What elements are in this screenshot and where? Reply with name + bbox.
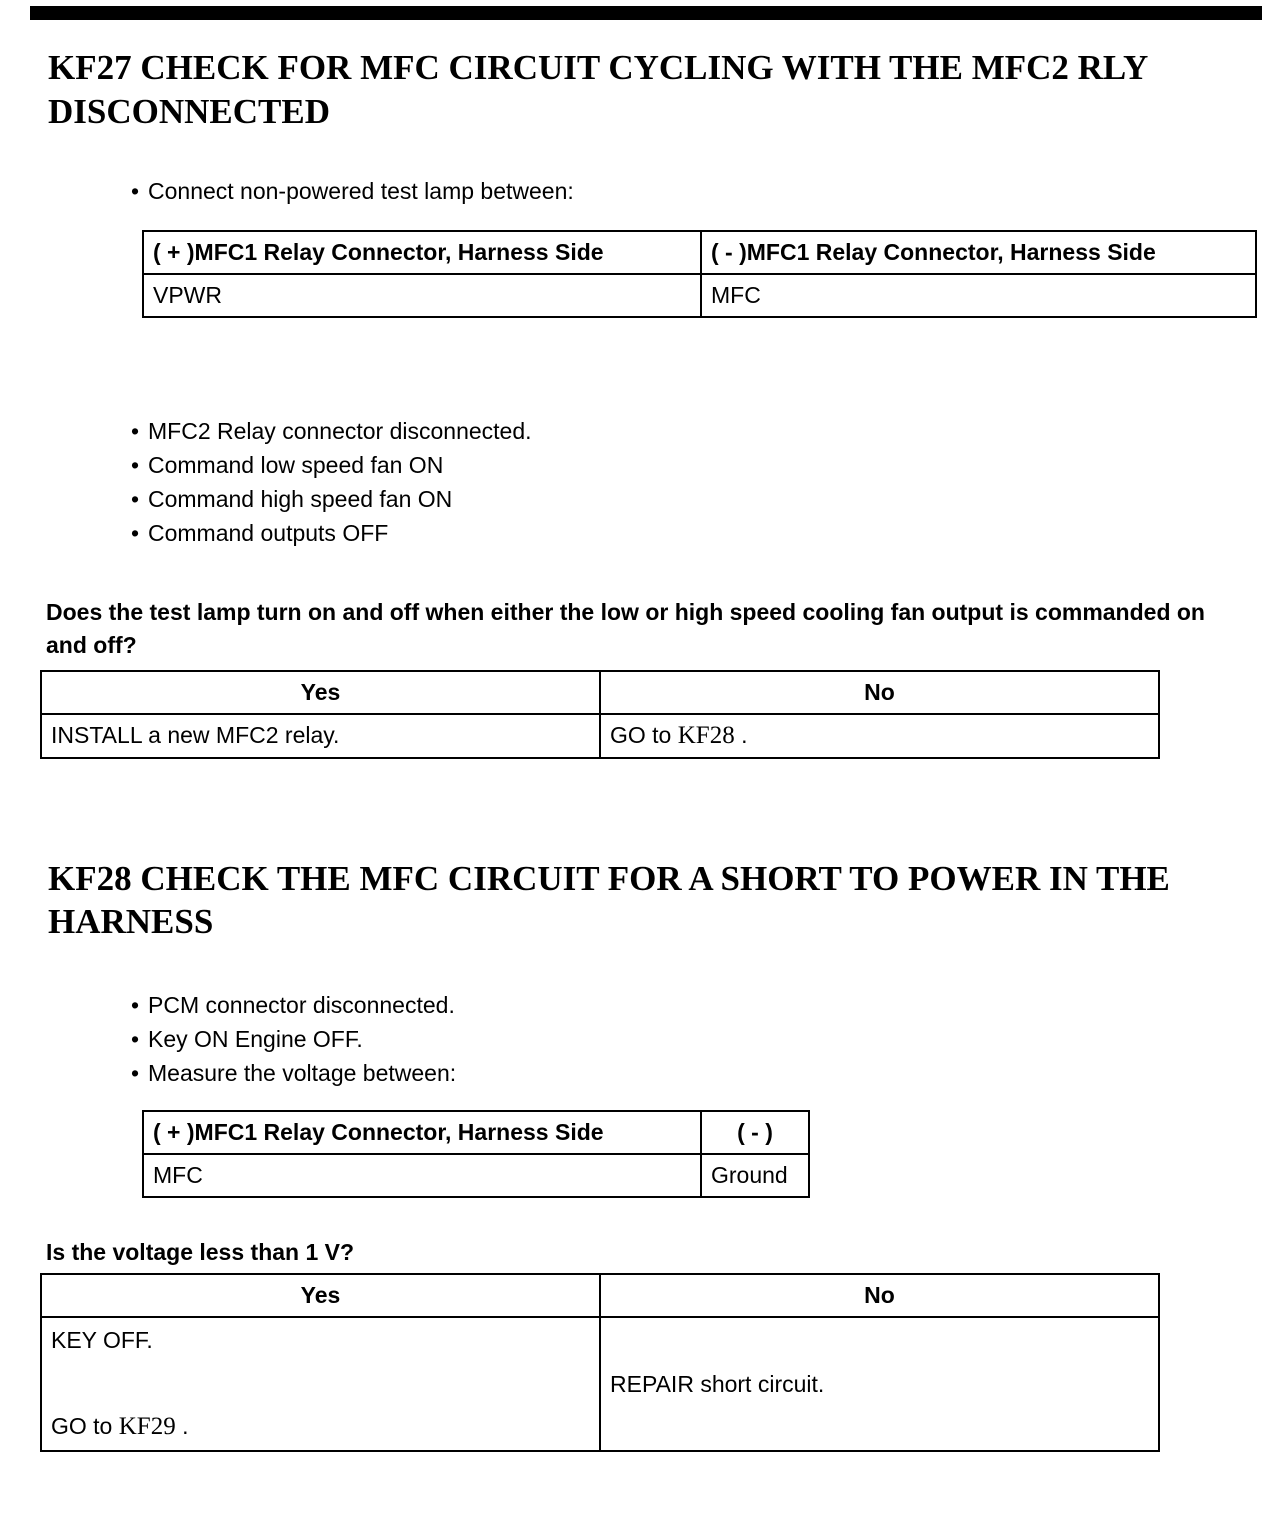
kf27-no-action — [600, 714, 1159, 758]
section-title-kf27: KF27 CHECK FOR MFC CIRCUIT CYCLING WITH THE MFC2 RLY DISCONNECTED — [48, 48, 1148, 131]
kf27-connector-cell-plus: VPWR — [143, 274, 701, 317]
table-header-row — [143, 231, 1256, 274]
no-action-period: . — [734, 721, 748, 748]
kf27-connector-table — [142, 230, 1257, 318]
kf28-yes-line1: KEY OFF. — [51, 1327, 153, 1353]
kf28-procedure-bullet-list — [0, 988, 1280, 1090]
bullet-item: • Command high speed fan ON — [131, 482, 1280, 516]
table-header-row — [41, 671, 1159, 714]
yes-line2-text: GO to — [51, 1413, 119, 1439]
kf27-connector-header-minus: ( - )MFC1 Relay Connector, Harness Side — [701, 231, 1256, 274]
section-title-kf28: KF28 CHECK THE MFC CIRCUIT FOR A SHORT TO POWER IN THE HARNESS — [48, 858, 1170, 942]
bullet-item: • Key ON Engine OFF. — [131, 1022, 1280, 1056]
kf27-procedure-bullet-list — [0, 414, 1280, 550]
kf28-result-table — [40, 1273, 1160, 1452]
no-action-text: GO to — [610, 721, 678, 748]
table-row — [41, 1317, 1159, 1451]
yes-header: Yes — [41, 671, 600, 714]
link-kf29[interactable]: KF29 — [118, 1413, 176, 1440]
kf28-connector-cell-minus: Ground — [701, 1154, 809, 1197]
yes-line2-period: . — [175, 1413, 189, 1439]
kf27-connector-header-plus: ( + )MFC1 Relay Connector, Harness Side — [143, 231, 701, 274]
kf28-no-action: REPAIR short circuit. — [600, 1317, 1159, 1451]
kf27-intro-bullet-list — [0, 174, 1280, 208]
kf28-connector-header-plus: ( + )MFC1 Relay Connector, Harness Side — [143, 1111, 701, 1154]
kf27-yes-action: INSTALL a new MFC2 relay. — [41, 714, 600, 758]
table-row — [41, 714, 1159, 758]
no-header: No — [600, 1274, 1159, 1317]
yes-header: Yes — [41, 1274, 600, 1317]
kf28-yes-action-stack — [51, 1325, 590, 1443]
bullet-item: • Command low speed fan ON — [131, 448, 1280, 482]
kf28-question: Is the voltage less than 1 V? — [46, 1239, 355, 1265]
kf28-connector-header-minus: ( - ) — [701, 1111, 809, 1154]
bullet-item: • Connect non-powered test lamp between: — [131, 174, 1280, 208]
kf28-yes-action — [41, 1317, 600, 1451]
table-header-row — [41, 1274, 1159, 1317]
bullet-item: • Measure the voltage between: — [131, 1056, 1280, 1090]
table-row — [143, 1154, 809, 1197]
bullet-item: • MFC2 Relay connector disconnected. — [131, 414, 1280, 448]
kf27-result-table — [40, 670, 1160, 759]
top-divider-bar — [30, 6, 1262, 20]
table-header-row — [143, 1111, 809, 1154]
kf27-connector-cell-minus: MFC — [701, 274, 1256, 317]
bullet-item: • Command outputs OFF — [131, 516, 1280, 550]
bullet-item: • PCM connector disconnected. — [131, 988, 1280, 1022]
kf28-connector-table — [142, 1110, 810, 1198]
kf27-question: Does the test lamp turn on and off when either the low or high speed cooling fan output is commanded on and off? — [46, 598, 1205, 658]
kf28-yes-line2 — [51, 1413, 590, 1441]
no-header: No — [600, 671, 1159, 714]
kf28-connector-cell-plus: MFC — [143, 1154, 701, 1197]
link-kf28[interactable]: KF28 — [677, 721, 735, 749]
table-row — [143, 274, 1256, 317]
